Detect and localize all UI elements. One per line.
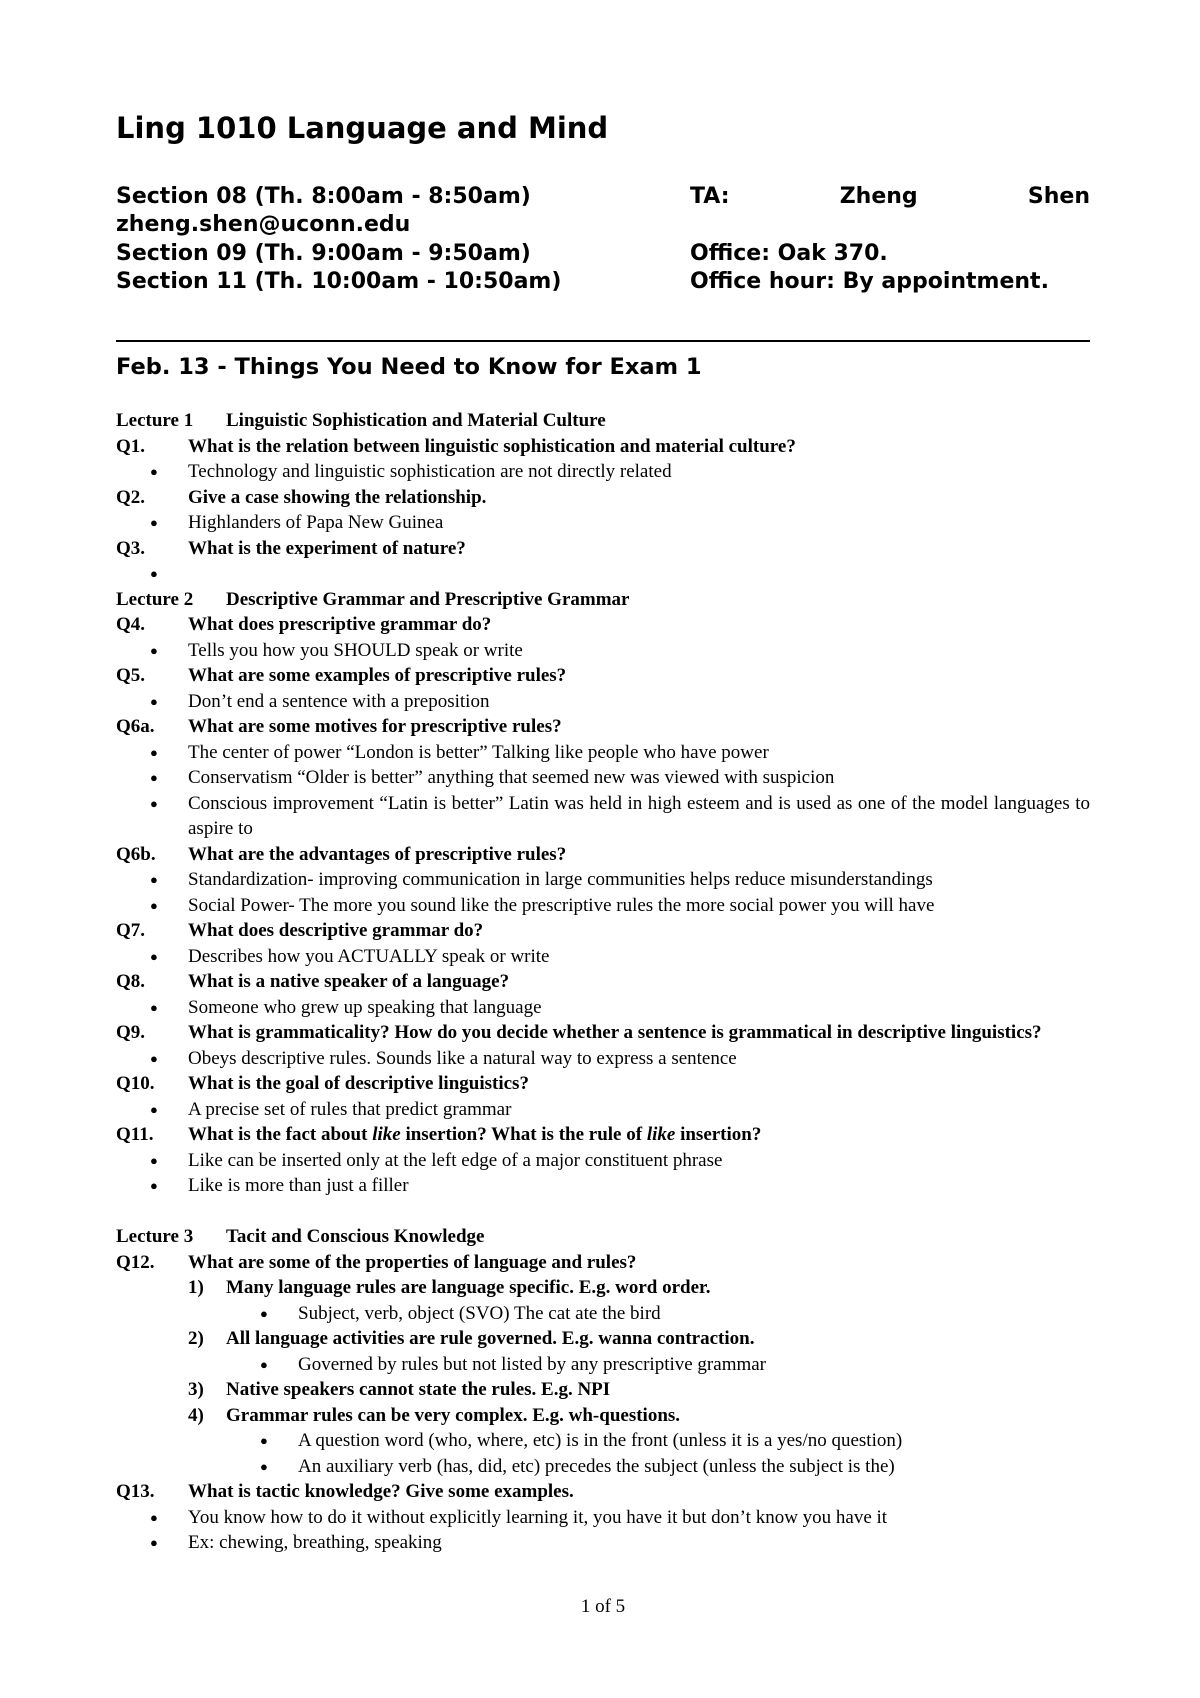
sub-bullet-text: Governed by rules but not listed by any prescriptive grammar xyxy=(298,1353,767,1375)
sub-bullet xyxy=(116,1428,1090,1454)
question xyxy=(116,842,1090,868)
question xyxy=(116,969,1090,995)
sub-bullet-text: A question word (who, where, etc) is in the front (unless it is a yes/no question) xyxy=(298,1430,903,1451)
question-text: What is tactic knowledge? Give some examples. xyxy=(188,1481,574,1502)
bullet-icon: ● xyxy=(150,566,158,581)
answer-bullet xyxy=(116,1173,1090,1199)
answer-bullet xyxy=(116,1097,1090,1123)
bullet-icon: ● xyxy=(260,1305,268,1321)
bullet-icon: ● xyxy=(150,872,158,887)
lecture-number: Lecture 2 xyxy=(116,588,194,610)
ta-last-name: Shen xyxy=(1027,184,1090,209)
sub-bullet xyxy=(116,1454,1090,1480)
question-text: What is the experiment of nature? xyxy=(188,537,466,559)
office: Office: Oak 370. xyxy=(690,241,888,266)
bullet-icon: ● xyxy=(150,1050,158,1066)
item-text: All language activities are rule governed. E.g. wanna contraction. xyxy=(226,1328,755,1349)
section-11: Section 11 (Th. 10:00am - 10:50am) xyxy=(116,269,562,294)
question-text: What is grammaticality? How do you decide whether a sentence is grammatical in descriptive linguistics? xyxy=(188,1022,1042,1043)
ta-first-name: Zheng xyxy=(839,184,918,209)
lecture-number: Lecture 1 xyxy=(116,410,194,431)
numbered-item xyxy=(116,1377,1090,1403)
answer-bullet xyxy=(116,995,1090,1021)
question xyxy=(116,485,1090,511)
question-number: Q11. xyxy=(116,1124,154,1145)
lecture-heading xyxy=(116,408,1090,434)
question xyxy=(116,612,1090,638)
bullet-icon: ● xyxy=(150,642,158,658)
bullet-icon: ● xyxy=(150,770,158,785)
answer-text: Describes how you ACTUALLY speak or write xyxy=(188,945,550,967)
answer-text: Tells you how you SHOULD speak or write xyxy=(188,639,523,661)
answer-text: Obeys descriptive rules. Sounds like a natural way to express a sentence xyxy=(188,1047,737,1069)
answer-text: Someone who grew up speaking that language xyxy=(188,996,542,1018)
answer-bullet xyxy=(116,867,1090,893)
bullet-icon: ● xyxy=(150,1101,158,1117)
bullet-icon: ● xyxy=(150,693,158,709)
question xyxy=(116,1020,1090,1046)
question-text: What does prescriptive grammar do? xyxy=(188,614,492,635)
lecture-title: Descriptive Grammar and Prescriptive Grammar xyxy=(226,588,630,610)
question-text: What are some of the properties of language and rules? xyxy=(188,1251,637,1273)
answer-text: Like is more than just a filler xyxy=(188,1175,409,1196)
answer-text: Conscious improvement “Latin is better” Latin was held in high esteem and is used as one of the model languages to aspire to xyxy=(188,792,1090,839)
page-number: 1 of 5 xyxy=(580,1596,626,1617)
answer-bullet xyxy=(116,638,1090,664)
bullet-icon: ● xyxy=(150,897,158,913)
lecture-title: Linguistic Sophistication and Material Culture xyxy=(226,410,606,431)
ta-label: TA: xyxy=(690,184,730,209)
question-number: Q13. xyxy=(116,1481,155,1502)
question xyxy=(116,714,1090,740)
answer-text: Standardization- improving communication in large communities helps reduce misunderstandings xyxy=(188,869,933,890)
bullet-icon: ● xyxy=(150,795,158,811)
answer-bullet xyxy=(116,1046,1090,1072)
bullet-icon: ● xyxy=(260,1356,268,1372)
lecture-title: Tacit and Conscious Knowledge xyxy=(226,1226,485,1247)
horizontal-rule xyxy=(116,340,1090,342)
question-text: Give a case showing the relationship. xyxy=(188,486,487,508)
question xyxy=(116,663,1090,689)
numbered-item xyxy=(116,1275,1090,1301)
answer-text: The center of power “London is better” Talking like people who have power xyxy=(188,741,769,763)
answer-bullet xyxy=(116,1530,1090,1556)
question xyxy=(116,1479,1090,1505)
question-text: What are some examples of prescriptive rules? xyxy=(188,665,567,686)
bullet-icon: ● xyxy=(150,464,158,479)
question-number: Q3. xyxy=(116,537,146,559)
question-text: What is the fact about like insertion? What is the rule of like insertion? xyxy=(188,1124,762,1145)
answer-bullet xyxy=(116,765,1090,791)
question-text: What is the goal of descriptive linguistics? xyxy=(188,1073,529,1094)
answer-bullet xyxy=(116,1505,1090,1531)
answer-bullet xyxy=(116,459,1090,485)
answer-bullet xyxy=(116,740,1090,766)
question-number: Q1. xyxy=(116,435,146,457)
question-number: Q6a. xyxy=(116,716,155,737)
spacer xyxy=(116,1199,1090,1225)
lecture-heading xyxy=(116,587,1090,613)
ta-email: zheng.shen@uconn.edu xyxy=(116,212,411,237)
section-09: Section 09 (Th. 9:00am - 9:50am) xyxy=(116,241,531,266)
numbered-item xyxy=(116,1403,1090,1429)
question-text: What are the advantages of prescriptive rules? xyxy=(188,843,567,865)
question xyxy=(116,918,1090,944)
item-number: 4) xyxy=(188,1404,204,1426)
question-number: Q2. xyxy=(116,486,146,508)
answer-text: Ex: chewing, breathing, speaking xyxy=(188,1532,442,1553)
question-text: What is a native speaker of a language? xyxy=(188,971,510,992)
question-number: Q6b. xyxy=(116,843,156,865)
answer-bullet xyxy=(116,791,1090,842)
item-text: Native speakers cannot state the rules. E.g. NPI xyxy=(226,1379,611,1400)
question-number: Q9. xyxy=(116,1022,146,1043)
sub-bullet-text: An auxiliary verb (has, did, etc) precedes the subject (unless the subject is the) xyxy=(298,1455,895,1477)
answer-text: Technology and linguistic sophistication are not directly related xyxy=(188,461,672,482)
question xyxy=(116,1250,1090,1276)
sub-bullet xyxy=(116,1301,1090,1327)
sub-bullet-text: Subject, verb, object (SVO) The cat ate the bird xyxy=(298,1302,661,1324)
question xyxy=(116,536,1090,562)
answer-text: Don’t end a sentence with a preposition xyxy=(188,690,490,712)
ta-line xyxy=(690,183,1090,211)
answer-text: Like can be inserted only at the left edge of a major constituent phrase xyxy=(188,1149,723,1171)
bullet-icon: ● xyxy=(150,999,158,1015)
answer-bullet xyxy=(116,689,1090,715)
section-heading: Feb. 13 - Things You Need to Know for Exam 1 xyxy=(116,354,702,380)
item-number: 2) xyxy=(188,1328,204,1349)
answer-text xyxy=(188,561,1090,587)
item-number: 1) xyxy=(188,1277,204,1298)
numbered-item xyxy=(116,1326,1090,1352)
question-list xyxy=(116,408,1090,1556)
lecture-number: Lecture 3 xyxy=(116,1226,194,1247)
question-number: Q12. xyxy=(116,1251,155,1273)
bullet-icon: ● xyxy=(150,744,158,760)
answer-bullet xyxy=(116,1148,1090,1174)
lecture-heading xyxy=(116,1224,1090,1250)
answer-bullet xyxy=(116,510,1090,536)
question-number: Q7. xyxy=(116,920,146,941)
bullet-icon: ● xyxy=(150,515,158,530)
question xyxy=(116,434,1090,460)
answer-bullet xyxy=(116,944,1090,970)
question-text: What are some motives for prescriptive rules? xyxy=(188,716,562,737)
answer-bullet xyxy=(116,893,1090,919)
question-number: Q10. xyxy=(116,1073,155,1094)
answer-text: Social Power- The more you sound like the prescriptive rules the more social power you will have xyxy=(188,894,935,916)
bullet-icon: ● xyxy=(150,1509,158,1525)
item-text: Many language rules are language specific. E.g. word order. xyxy=(226,1277,711,1298)
office-hour: Office hour: By appointment. xyxy=(690,269,1049,294)
question-text: What does descriptive grammar do? xyxy=(188,920,484,941)
answer-text: You know how to do it without explicitly learning it, you have it but don’t know you have it xyxy=(188,1506,888,1528)
question-text: What is the relation between linguistic sophistication and material culture? xyxy=(188,435,796,457)
question-number: Q5. xyxy=(116,665,146,686)
bullet-icon: ● xyxy=(150,1178,158,1193)
answer-text: Highlanders of Papa New Guinea xyxy=(188,512,444,533)
question xyxy=(116,1071,1090,1097)
bullet-icon: ● xyxy=(150,948,158,964)
sub-bullet xyxy=(116,1352,1090,1378)
item-text: Grammar rules can be very complex. E.g. wh-questions. xyxy=(226,1404,681,1426)
document-title: Ling 1010 Language and Mind xyxy=(116,111,609,145)
bullet-icon: ● xyxy=(260,1458,268,1474)
section-08: Section 08 (Th. 8:00am - 8:50am) xyxy=(116,184,531,209)
bullet-icon: ● xyxy=(260,1433,268,1448)
question-number: Q4. xyxy=(116,614,146,635)
answer-text: Conservatism “Older is better” anything that seemed new was viewed with suspicion xyxy=(188,767,835,788)
answer-text: A precise set of rules that predict grammar xyxy=(188,1098,512,1120)
bullet-icon: ● xyxy=(150,1152,158,1168)
bullet-icon: ● xyxy=(150,1535,158,1550)
question xyxy=(116,1122,1090,1148)
question-number: Q8. xyxy=(116,971,146,992)
answer-bullet xyxy=(116,561,1090,587)
item-number: 3) xyxy=(188,1379,204,1400)
